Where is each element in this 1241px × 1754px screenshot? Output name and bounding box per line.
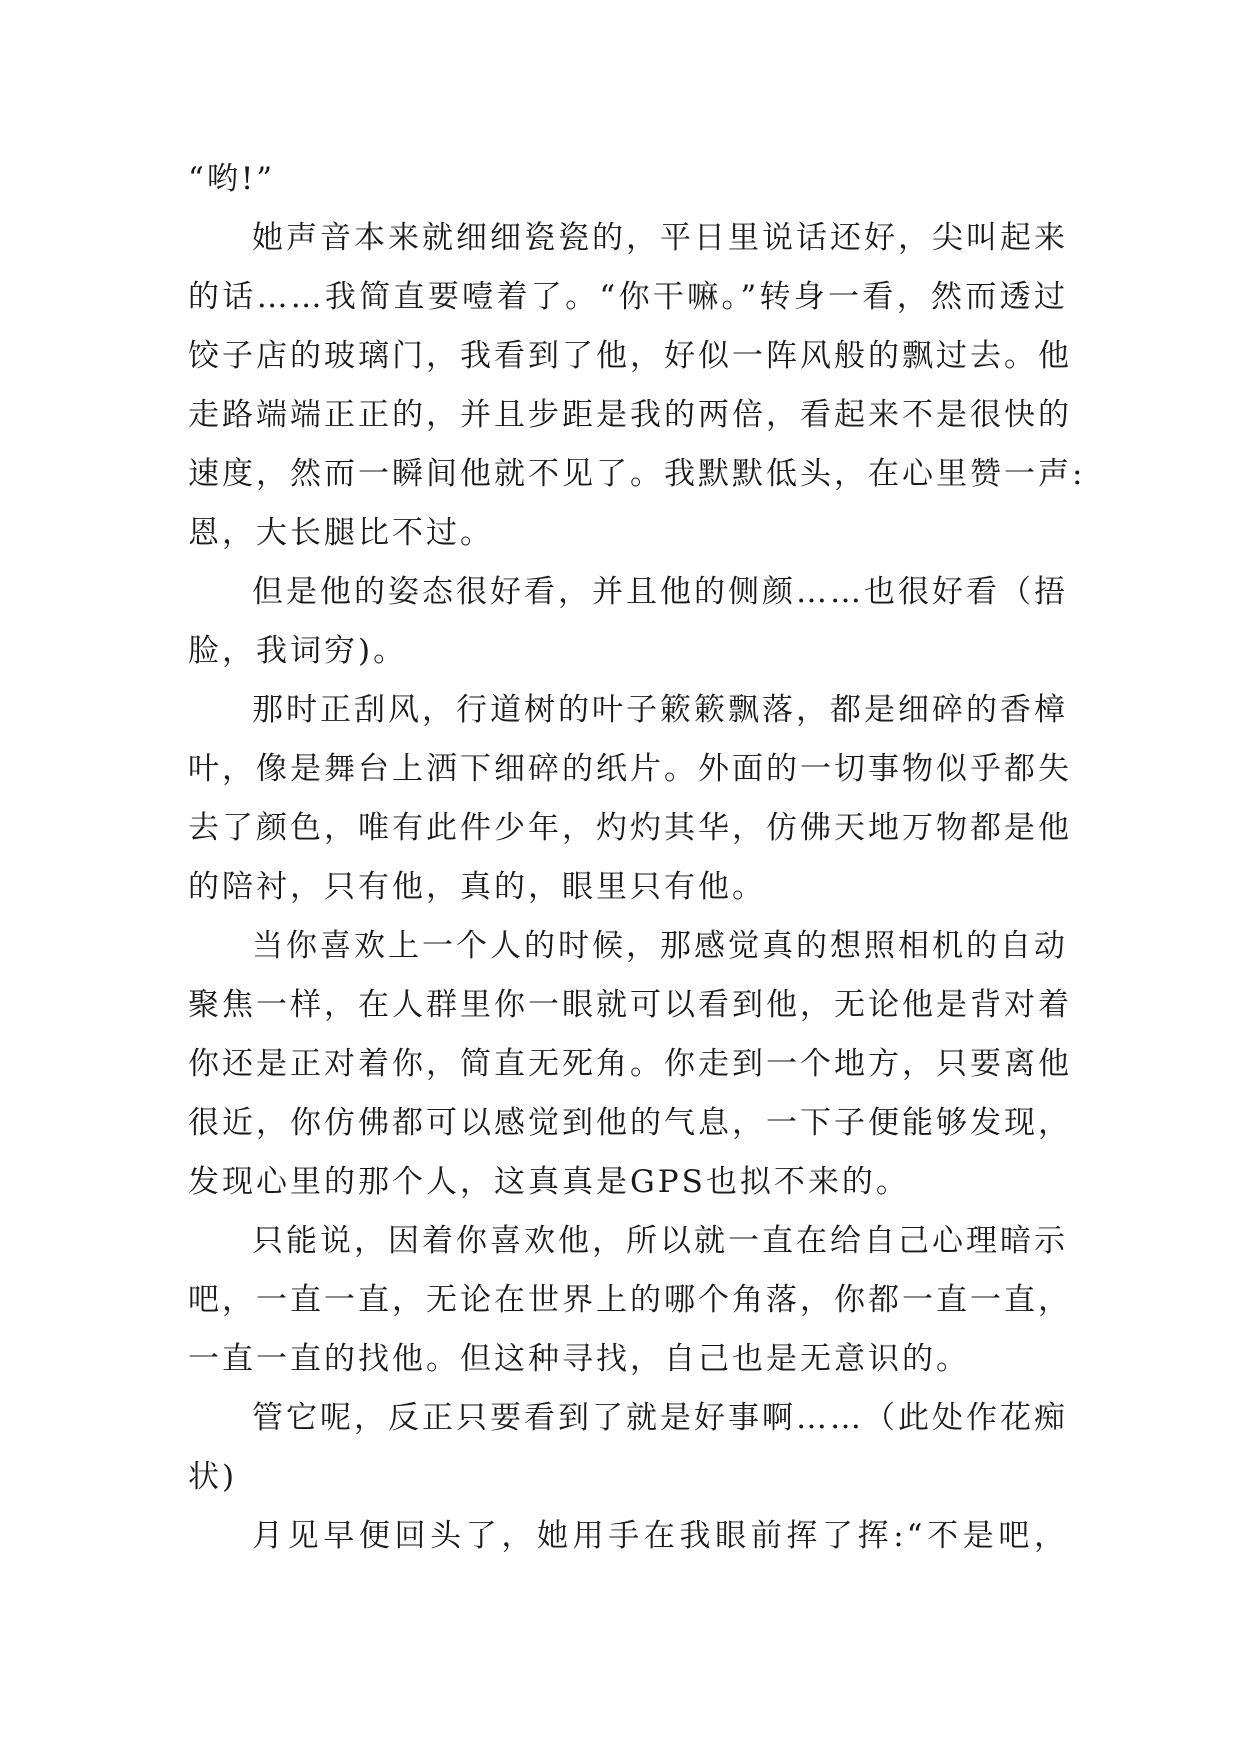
text-line: 状) — [188, 1459, 238, 1495]
text-line: 发现心里的那个人，这真真是GPS也拟不来的。 — [188, 1164, 910, 1200]
text-line: 速度，然而一瞬间他就不见了。我默默低头，在心里赞一声: — [188, 456, 1086, 492]
text-line: “哟!” — [188, 161, 276, 197]
text-line: 恩，大长腿比不过。 — [188, 515, 494, 551]
text-line: 那时正刮风，行道树的叶子簌簌飘落，都是细碎的香樟 — [252, 692, 1068, 728]
text-line: 但是他的姿态很好看，并且他的侧颜……也很好看（捂 — [252, 574, 1068, 610]
text-line: 一直一直的找他。但这种寻找，自己也是无意识的。 — [188, 1341, 970, 1377]
text-line: 你还是正对着你，简直无死角。你走到一个地方，只要离他 — [188, 1046, 1072, 1082]
text-line: 叶，像是舞台上洒下细碎的纸片。外面的一切事物似乎都失 — [188, 751, 1072, 787]
text-line: 月见早便回头了，她用手在我眼前挥了挥:“不是吧， — [252, 1518, 1068, 1554]
text-line: 的陪衬，只有他，真的，眼里只有他。 — [188, 869, 766, 905]
text-line: 去了颜色，唯有此件少年，灼灼其华，仿佛天地万物都是他 — [188, 810, 1072, 846]
text-line: 很近，你仿佛都可以感觉到他的气息，一下子便能够发现， — [188, 1105, 1072, 1141]
text-line: 脸，我词穷)。 — [188, 633, 408, 669]
text-line: 饺子店的玻璃门，我看到了他，好似一阵风般的飘过去。他 — [188, 338, 1072, 374]
text-line: 的话……我简直要噎着了。“你干嘛。”转身一看，然而透过 — [188, 279, 1068, 315]
text-line: 管它呢，反正只要看到了就是好事啊……（此处作花痴 — [252, 1400, 1068, 1436]
text-line: 只能说，因着你喜欢他，所以就一直在给自己心理暗示 — [252, 1223, 1068, 1259]
text-line: 当你喜欢上一个人的时候，那感觉真的想照相机的自动 — [252, 928, 1068, 964]
document-page — [188, 150, 1086, 1566]
text-line: 她声音本来就细细瓷瓷的，平日里说话还好，尖叫起来 — [252, 220, 1068, 256]
text-line: 吧，一直一直，无论在世界上的哪个角落，你都一直一直， — [188, 1282, 1072, 1318]
text-line: 聚焦一样，在人群里你一眼就可以看到他，无论他是背对着 — [188, 987, 1072, 1023]
text-line: 走路端端正正的，并且步距是我的两倍，看起来不是很快的 — [188, 397, 1072, 433]
